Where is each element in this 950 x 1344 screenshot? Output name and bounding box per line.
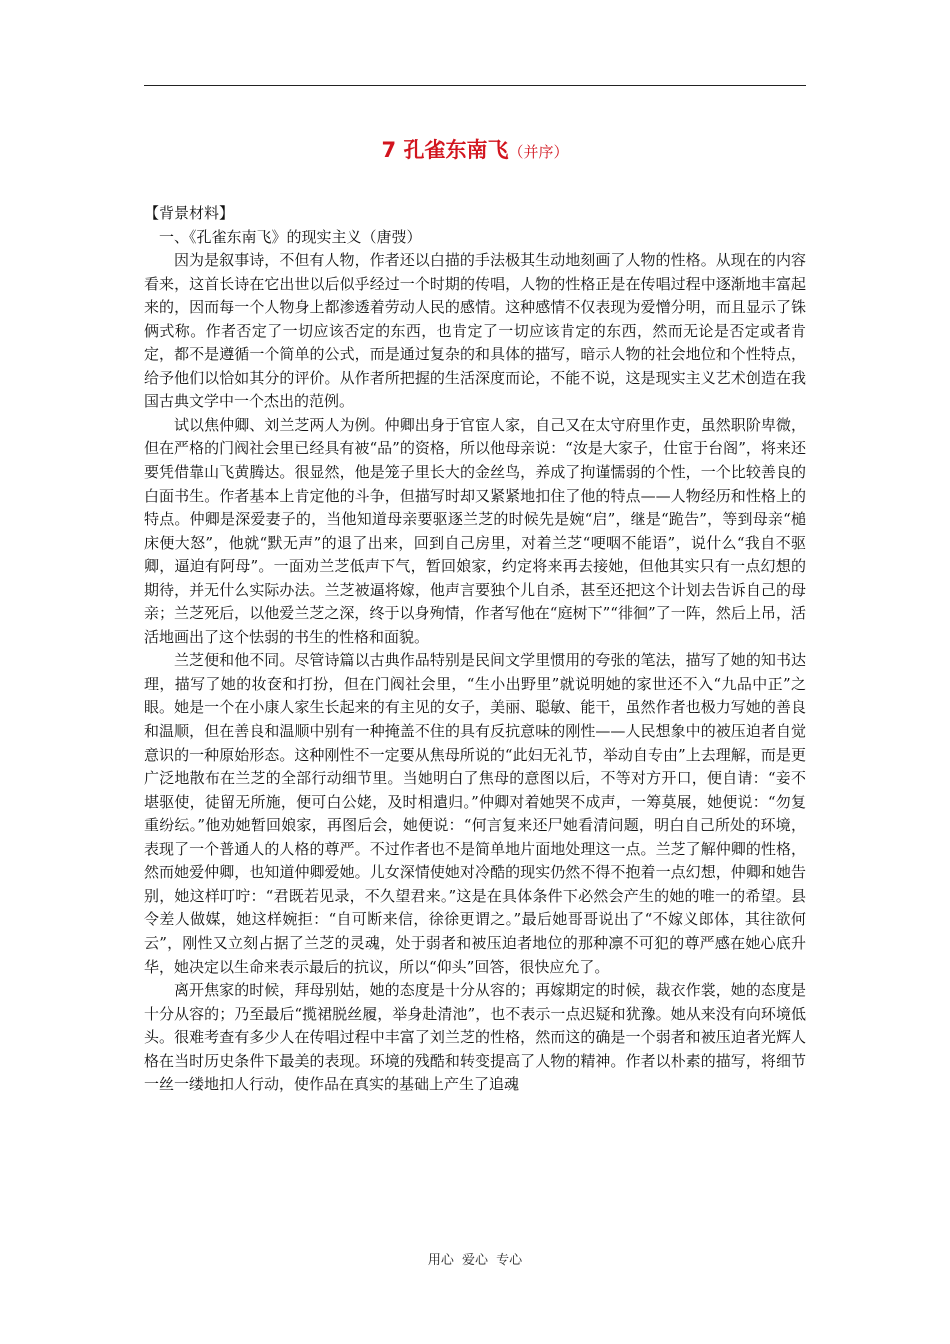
header-rule: [144, 85, 806, 86]
section-label: 【背景材料】: [144, 204, 235, 222]
subheading: 一、《孔雀东南飞》的现实主义（唐弢）: [159, 227, 422, 246]
page-footer: 用心 爱心 专心: [427, 1253, 523, 1268]
document-title: [144, 136, 806, 166]
body-paragraph: 因为是叙事诗，不但有人物，作者还以白描的手法极其生动地刻画了人物的性格。从现在的内容看来，这首长诗在它出世以后似乎经过一个时期的传唱，人物的性格正是在传唱过程中逐渐地丰富起来的，因而每一个人物身上都渗透着劳动人民的感情。这种感情不仅表现为爱憎分明，而且显示了铢俩式称。作者否定了一切应该否定的东西，也肯定了一切应该肯定的东西，然而无论是否定或者肯定，都不是遵循一个简单的公式，而是通过复杂的和具体的描写，暗示人物的社会地位和个性特点，给予他们以恰如其分的评价。从作者所把握的生活深度而论，不能不说，这是现实主义艺术创造在我国古典文学中一个杰出的范例。: [144, 251, 806, 411]
body-paragraph: 试以焦仲卿、刘兰芝两人为例。仲卿出身于官宦人家，自己又在太守府里作吏，虽然职阶卑微，但在严格的门阀社会里已经具有被“品”的资格，所以他母亲说：“汝是大家子，仕宦于台阁”，将来还要凭借靠山飞黄腾达。很显然，他是笼子里长大的金丝鸟，养成了拘谨懦弱的个性，一个比较善良的白面书生。作者基本上肯定他的斗争，但描写时却又紧紧地扣住了他的特点——人物经历和性格上的特点。仲卿是深爱妻子的，当他知道母亲要驱逐兰芝的时候先是婉“启”，继是“跪告”，等到母亲“槌床便大怒”，他就“默无声”的退了出来，回到自己房里，对着兰芝“哽咽不能语”，说什么“我自不驱卿，逼迫有阿母”。一面劝兰芝低声下气，暂回娘家，约定将来再去接她，但他其实只有一点幻想的期待，并无什么实际办法。兰芝被逼将嫁，他声言要独个儿自杀，甚至还把这个计划去告诉自己的母亲；兰芝死后，以他爱兰芝之深，终于以身殉情，作者写他在“庭树下”“徘徊”了一阵，然后上吊，活活地画出了这个怯弱的书生的性格和面貌。: [144, 415, 806, 646]
body-paragraph: 离开焦家的时候，拜母别姑，她的态度是十分从容的；再嫁期定的时候，裁衣作裳，她的态度是十分从容的；乃至最后“揽裙脱丝履，举身赴清池”，也不表示一点迟疑和犹豫。她从来没有向环境低头。很难考查有多少人在传唱过程中丰富了刘兰芝的性格，然而这的确是一个弱者和被压迫者光辉人格在当时历史条件下最美的表现。环境的残酷和转变提高了人物的精神。作者以朴素的描写，将细节一丝一缕地扣人行动，使作品在真实的基础上产生了追魂: [144, 981, 806, 1094]
document-body: [144, 202, 806, 1097]
title-subtitle: （并序）: [508, 143, 569, 161]
title-main: 7 孔雀东南飞: [381, 138, 509, 162]
body-paragraph: 兰芝便和他不同。尽管诗篇以古典作品特别是民间文学里惯用的夸张的笔法，描写了她的知书达理，描写了她的妆奁和打扮，但在门阀社会里，“生小出野里”就说明她的家世还不入“九品中正”之眼。她是一个在小康人家生长起来的有主见的女子，美丽、聪敏、能干，虽然作者也极力写她的善良和温顺，但在善良和温顺中别有一种掩盖不住的具有反抗意味的刚性——人民想象中的被压迫者自觉意识的一种原始形态。这种刚性不一定要从焦母所说的“此妇无礼节，举动自专由”上去理解，而是更广泛地散布在兰芝的全部行动细节里。当她明白了焦母的意图以后，不等对方开口，便自请：“妾不堪驱使，徒留无所施，便可白公姥，及时相遣归。”仲卿对着她哭不成声，一筹莫展，她便说：“勿复重纷纭。”他劝她暂回娘家，再图后会，她便说：“何言复来还尸她看清问题，明白自己所处的环境，表现了一个普通人的人格的尊严。不过作者也不是简单地片面地处理这一点。兰芝了解仲卿的性格，然而她爱仲卿，也知道仲卿爱她。儿女深情使她对冷酷的现实仍然不得不抱着一点幻想，仲卿和她告别，她这样叮咛：“君既若见录，不久望君来。”这是在具体条件下必然会产生的她的唯一的希望。县令差人做媒，她这样婉拒：“自可断来信，徐徐更谓之。”最后她哥哥说出了“不嫁义郎体，其往欲何云”，刚性又立刻占据了兰芝的灵魂，处于弱者和被压迫者地位的那种凛不可犯的尊严感在她心底升华，她决定以生命来表示最后的抗议，所以“仰头”回答，很快应允了。: [144, 651, 806, 976]
